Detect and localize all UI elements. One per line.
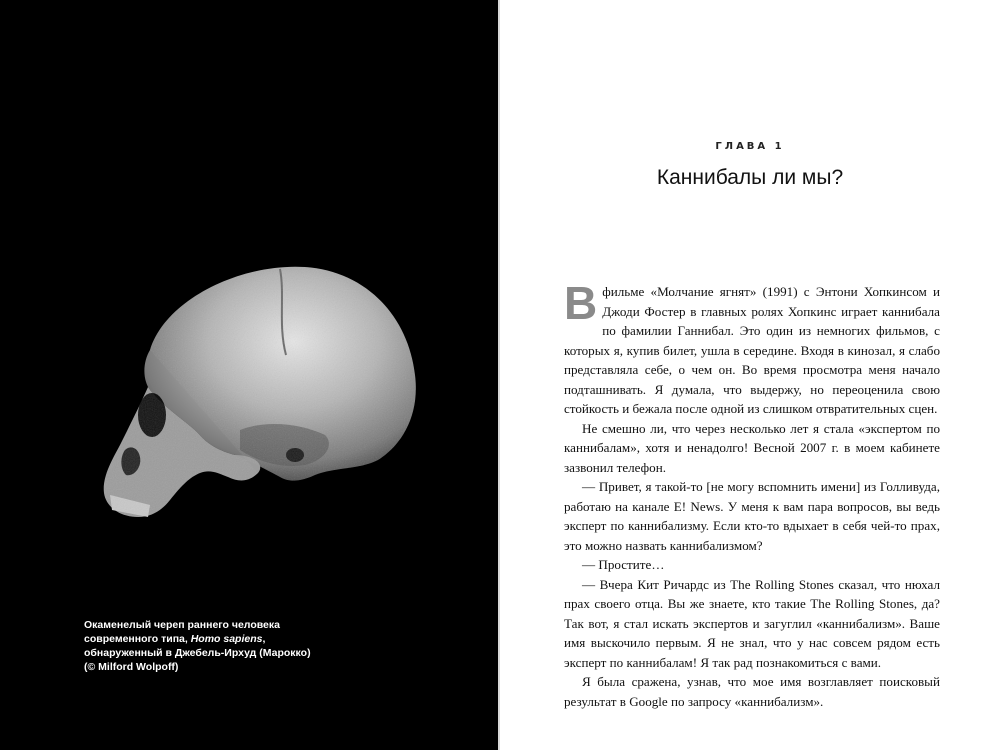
paragraph-6: Я была сражена, узнав, что мое имя возглавляет поисковый результат в Google по запросу «каннибализм». <box>564 674 940 709</box>
paragraph-2: Не смешно ли, что через несколько лет я стала «экспертом по каннибалам», хотя и ненадолго! Весной 2007 г. в моем кабинете зазвонил телефон. <box>564 420 940 475</box>
caption-text-end: , обнаруженный в Джебель-Ирхуд (Марокко) <box>84 633 311 659</box>
caption-text-start: Окаменелый череп раннего человека современного типа, <box>84 619 280 645</box>
chapter-body <box>564 277 940 711</box>
paragraph-3: — Привет, я такой-то [не могу вспомнить имени] из Голливуда, работаю на канале E! News. У меня к вам пара вопросов, вы ведь эксперт по каннибализму. Если кто-то вдыхает в себя чей-то прах, это можно назвать каннибализмом? <box>564 479 940 553</box>
paragraph-1-text: фильме «Молчание ягнят» (1991) с Энтони Хопкинсом и Джоди Фостер в главных ролях Хопкинс играет каннибала по фамилии Ганнибал. Это один из немногих фильмов, с которых я, купив билет, ушла в середине. Входя в кинозал, я слабо представляла себе, о чем он. Во время просмотра меня начало подташнивать. Я думала, что выдержу, но переоценила свою стойкость и бежала после одной из слишком отвратительных сцен. <box>564 284 940 416</box>
left-page <box>0 0 498 750</box>
paragraph-1 <box>564 277 940 419</box>
photo-caption <box>84 618 344 674</box>
skull-photo <box>90 255 430 545</box>
drop-cap: В <box>564 277 598 329</box>
chapter-title: Каннибалы ли мы? <box>656 166 844 189</box>
caption-credit: (© Milford Wolpoff) <box>84 661 179 673</box>
paragraph-5: — Вчера Кит Ричардс из The Rolling Stones сказал, что нюхал прах своего отца. Вы же знаете, кто такие The Rolling Stones, да? Так вот, я стал искать экспертов и загуглил «каннибализм». Ваше имя выскочило первым. Я не знал, что у нас совсем рядом есть эксперт по каннибалам! Я так рад познакомиться с вами. <box>564 576 940 670</box>
right-page <box>500 0 1000 750</box>
paragraph-4: — Простите… <box>582 557 665 572</box>
caption-species-italic: Homo sapiens <box>190 633 263 645</box>
chapter-label: ГЛАВА 1 <box>715 141 785 152</box>
